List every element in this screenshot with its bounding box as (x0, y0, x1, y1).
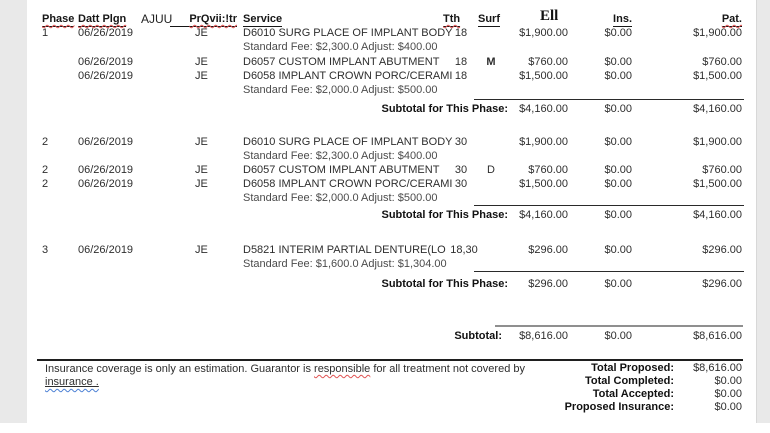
cell-phase: 2 (42, 178, 49, 190)
grand-subtotal-label: Subtotal: (454, 330, 502, 342)
total-label: Proposed Insurance: (564, 401, 674, 413)
header-extra-artifact: AJUU (141, 12, 173, 26)
header-tooth: Tth (443, 13, 461, 25)
cell-fee: $1,900.00 (519, 27, 568, 39)
subtotal-patient: $4,160.00 (693, 209, 742, 221)
total-accepted-row (0, 388, 770, 401)
cell-provider: JE (195, 27, 208, 39)
disclaimer-misspelled-word: responsible (314, 363, 371, 375)
total-value: $8,616.00 (693, 362, 742, 374)
total-completed-row (0, 375, 770, 388)
cell-tooth: 30 (454, 164, 468, 176)
total-value: $0.00 (714, 401, 742, 413)
cell-provider: JE (195, 244, 208, 256)
cell-patient: $760.00 (702, 164, 742, 176)
cell-insurance: $0.00 (604, 164, 632, 176)
standard-fee-note (0, 192, 770, 205)
table-row (0, 178, 770, 191)
cell-date: 06/26/2019 (78, 136, 134, 148)
cell-phase: 2 (42, 164, 49, 176)
grand-subtotal-fee: $8,616.00 (519, 330, 568, 342)
cell-service: D6058 IMPLANT CROWN PORC/CERAMI (243, 178, 453, 190)
phase-subtotal-row (0, 103, 770, 116)
cell-patient: $760.00 (702, 56, 742, 68)
header-date-plan: Datt Plgn (78, 13, 127, 25)
subtotal-label: Subtotal for This Phase: (381, 278, 508, 290)
cell-date: 06/26/2019 (78, 27, 134, 39)
header-service: Service (243, 13, 283, 25)
subtotal-rule (474, 271, 744, 272)
grand-subtotal-insurance: $0.00 (604, 330, 632, 342)
header-patient: Pat. (721, 13, 742, 25)
total-value: $0.00 (714, 375, 742, 387)
cell-surface: M (486, 56, 496, 68)
header-surface: Surf (478, 13, 500, 25)
cell-insurance: $0.00 (604, 178, 632, 190)
cell-tooth: 18 (454, 27, 468, 39)
cell-date: 06/26/2019 (78, 178, 134, 190)
subtotal-patient: $296.00 (702, 278, 742, 290)
grand-subtotal-row (0, 330, 770, 343)
header-provider: PrQvii:!tr (170, 13, 237, 27)
total-label: Total Proposed: (591, 362, 674, 374)
note-text: Standard Fee: $1,600.0 Adjust: $1,304.00 (243, 258, 447, 270)
table-row (0, 70, 770, 83)
cell-tooth: 30 (454, 136, 468, 148)
header-phase: Phase (42, 13, 75, 25)
cell-fee: $1,500.00 (519, 178, 568, 190)
cell-date: 06/26/2019 (78, 70, 134, 82)
cell-fee: $1,500.00 (519, 70, 568, 82)
grand-subtotal-patient: $8,616.00 (693, 330, 742, 342)
total-value: $0.00 (714, 388, 742, 400)
table-row (0, 244, 770, 257)
cell-patient: $1,900.00 (693, 27, 742, 39)
phase-subtotal-row (0, 278, 770, 291)
footer-rule (37, 359, 743, 361)
cell-provider: JE (195, 164, 208, 176)
cell-service: D5821 INTERIM PARTIAL DENTURE(LO (243, 244, 446, 256)
table-row (0, 27, 770, 40)
table-row (0, 164, 770, 177)
disclaimer-text: Insurance coverage is only an estimation. Guarantor is (45, 363, 315, 375)
standard-fee-note (0, 41, 770, 54)
header-insurance: Ins. (613, 13, 632, 25)
subtotal-fee: $296.00 (528, 278, 568, 290)
subtotal-rule (474, 205, 744, 206)
cell-tooth: 18,30 (450, 244, 478, 256)
note-text: Standard Fee: $2,300.0 Adjust: $400.00 (243, 41, 438, 53)
cell-patient: $296.00 (702, 244, 742, 256)
cell-date: 06/26/2019 (78, 164, 134, 176)
cell-service: D6058 IMPLANT CROWN PORC/CERAMI (243, 70, 453, 82)
total-label: Total Completed: (584, 375, 674, 387)
subtotal-insurance: $0.00 (604, 103, 632, 115)
cell-insurance: $0.00 (604, 70, 632, 82)
note-text: Standard Fee: $2,300.0 Adjust: $400.00 (243, 150, 438, 162)
subtotal-label: Subtotal for This Phase: (381, 103, 508, 115)
phase-subtotal-row (0, 209, 770, 222)
cell-fee: $1,900.00 (519, 136, 568, 148)
cell-insurance: $0.00 (604, 136, 632, 148)
cell-date: 06/26/2019 (78, 244, 134, 256)
cell-date: 06/26/2019 (78, 56, 134, 68)
disclaimer-text: for all treatment not covered by (370, 363, 525, 375)
table-header-row (0, 8, 770, 26)
subtotal-patient: $4,160.00 (693, 103, 742, 115)
cell-provider: JE (195, 70, 208, 82)
cell-patient: $1,500.00 (693, 70, 742, 82)
subtotal-insurance: $0.00 (604, 278, 632, 290)
cell-patient: $1,500.00 (693, 178, 742, 190)
cell-insurance: $0.00 (604, 27, 632, 39)
cell-service: D6057 CUSTOM IMPLANT ABUTMENT (243, 164, 440, 176)
total-label: Total Accepted: (592, 388, 674, 400)
standard-fee-note (0, 150, 770, 163)
cell-phase: 3 (42, 244, 49, 256)
subtotal-fee: $4,160.00 (519, 103, 568, 115)
subtotal-rule (474, 99, 744, 100)
cell-service: D6010 SURG PLACE OF IMPLANT BODY (243, 27, 453, 39)
cell-tooth: 30 (454, 178, 468, 190)
subtotal-insurance: $0.00 (604, 209, 632, 221)
cell-insurance: $0.00 (604, 244, 632, 256)
insurance-underlined-word: insurance . (45, 376, 99, 388)
header-fee: Ell (540, 8, 559, 24)
grand-subtotal-rule (495, 325, 743, 327)
cell-phase: 2 (42, 136, 49, 148)
proposed-insurance-row (0, 401, 770, 414)
cell-tooth: 18 (454, 56, 468, 68)
cell-phase: 1 (42, 27, 49, 39)
cell-provider: JE (195, 56, 208, 68)
cell-surface: D (487, 164, 495, 176)
table-row (0, 136, 770, 149)
standard-fee-note (0, 84, 770, 97)
cell-fee: $760.00 (528, 56, 568, 68)
subtotal-fee: $4,160.00 (519, 209, 568, 221)
total-proposed-row (0, 362, 770, 375)
cell-fee: $760.00 (528, 164, 568, 176)
cell-service: D6057 CUSTOM IMPLANT ABUTMENT (243, 56, 440, 68)
note-text: Standard Fee: $2,000.0 Adjust: $500.00 (243, 84, 438, 96)
cell-insurance: $0.00 (604, 56, 632, 68)
cell-provider: JE (195, 178, 208, 190)
subtotal-label: Subtotal for This Phase: (381, 209, 508, 221)
note-text: Standard Fee: $2,000.0 Adjust: $500.00 (243, 192, 438, 204)
cell-tooth: 18 (454, 70, 468, 82)
cell-fee: $296.00 (528, 244, 568, 256)
cell-service: D6010 SURG PLACE OF IMPLANT BODY (243, 136, 453, 148)
cell-patient: $1,900.00 (693, 136, 742, 148)
table-row (0, 56, 770, 69)
cell-provider: JE (195, 136, 208, 148)
standard-fee-note (0, 258, 770, 271)
